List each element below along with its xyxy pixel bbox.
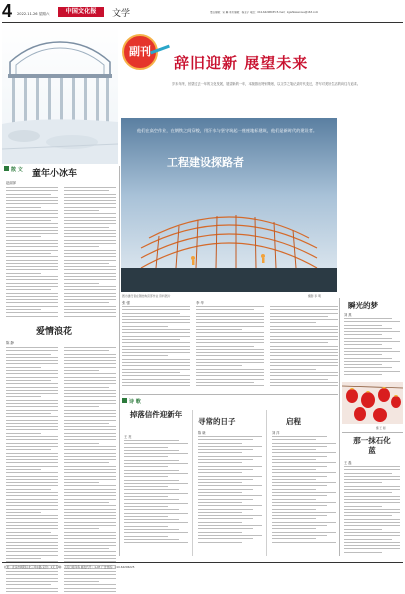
banner-headline: 辞旧迎新 展望未来: [174, 54, 309, 72]
photo-credit: 摄 王 刚: [376, 427, 386, 430]
lantern-illustration: [342, 382, 403, 424]
paper-name-badge: [58, 7, 104, 17]
poetry-label-text: 诗 歌: [129, 399, 141, 405]
left-top-photo: [2, 24, 118, 164]
feature-intro: 他们在高空作业，在钢铁之间穿梭，用汗水与坚守筑起一座座地标建筑，他们是新时代的建设者。: [137, 128, 318, 133]
lantern-photo: [342, 382, 403, 424]
story2-title: 爱情浪花: [36, 327, 73, 337]
feature-photo: [121, 118, 337, 292]
feature-caption: 图为建设者在钢结构顶部作业 资料图片: [122, 294, 171, 298]
poem-body: [344, 318, 400, 377]
header-rule: [2, 22, 403, 23]
section-name: 文学: [112, 9, 131, 19]
middle-author-2: 李 华: [196, 301, 204, 305]
poem3-body: [272, 436, 336, 545]
story1-title: 童年小冰车: [32, 169, 78, 179]
banner: [116, 24, 403, 116]
poetry-label: [122, 398, 141, 405]
footer-rule: [2, 562, 403, 563]
essay-title: 那一抹石化蓝: [353, 436, 391, 455]
poetry-rule: [122, 394, 338, 395]
story1-author: 赵丽萍: [6, 181, 17, 185]
banner-intro: 岁末年终，回望过去一年的文化发展，展望新的一年，本版推出特别策划，以文学之笔记录时代变迁，抒写对美好生活的向往与追求。: [172, 82, 361, 86]
essay-author: 王 磊: [344, 461, 352, 465]
building-illustration: [2, 24, 118, 164]
category-text: 散 文: [11, 167, 23, 173]
feature-credit: 摄影 李 明: [308, 294, 321, 298]
story2-author: 陈 静: [6, 341, 14, 345]
poetry-dot-icon: [122, 398, 127, 403]
poetry-section: [122, 394, 338, 558]
middle-article: [122, 300, 338, 392]
footer-text: 社址：北京市朝阳区北三环东路 定价：1元 印刷：人民日报印务 邮发代号：1-97 广告热线：010-64296225: [4, 565, 135, 569]
poem2-author: 陈 晓: [198, 431, 206, 435]
masthead: [2, 3, 403, 23]
poetry-divider-1: [192, 410, 193, 556]
paper-name: 中国文化报: [65, 8, 97, 15]
story1-body: [6, 187, 116, 319]
poem3-title: 启程: [286, 417, 301, 426]
poem1-body: [124, 440, 188, 546]
issue-date: 2022.11.26 星期六: [17, 12, 50, 16]
poem2-title: 寻常的日子: [198, 417, 236, 426]
essay-body: [344, 466, 400, 555]
story2-body: [6, 347, 116, 594]
poem-title: 瞬光的梦: [348, 301, 378, 310]
poem2-body: [198, 436, 262, 545]
editor-info: 责任编辑：宋 琳 美术编辑：杨玉宁 电话：010-64298035 E-mail：zgwhbwenxue@163.com: [210, 11, 319, 14]
left-column: [2, 166, 118, 558]
poem3-author: 刘 洋: [272, 431, 280, 435]
poem-author: 刘 燕: [344, 313, 352, 317]
poetry-divider-2: [266, 410, 267, 556]
category-label: [4, 166, 23, 173]
column-divider-left: [119, 166, 120, 556]
category-dot-icon: [4, 166, 9, 171]
feature-title: 工程建设探路者: [167, 156, 244, 169]
poem1-title: 掉落信件迎新年: [129, 410, 183, 419]
column-divider-right: [339, 298, 340, 556]
page-number: 4: [2, 1, 13, 21]
poem1-author: 王 亮: [124, 435, 132, 439]
right-divider: [342, 432, 403, 433]
feature-photo-art: [121, 118, 337, 292]
middle-author: 张 强: [122, 301, 130, 305]
middle-body: [122, 306, 338, 388]
right-column: [342, 300, 403, 558]
banner-badge-text: 副刊: [129, 45, 151, 58]
